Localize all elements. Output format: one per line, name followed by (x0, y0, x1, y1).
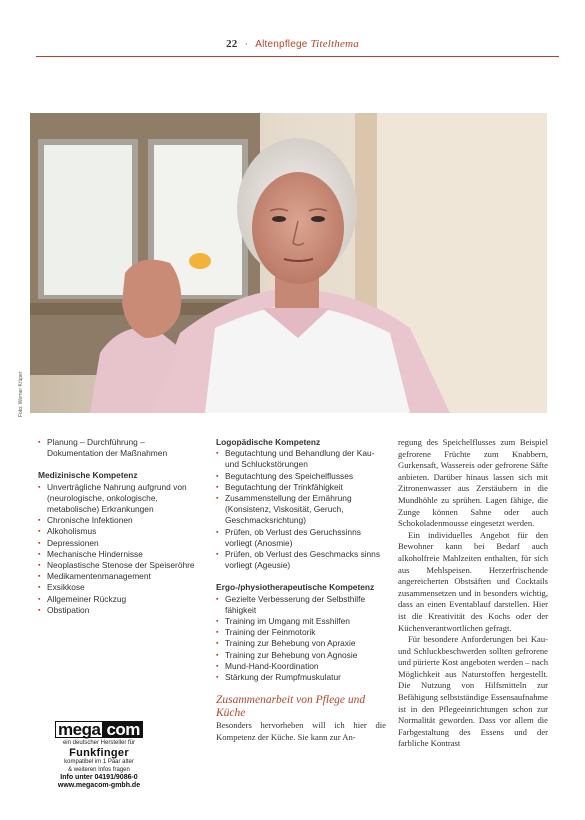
list-item: ▪ Alkoholismus (38, 526, 198, 537)
body-paragraph-1: regung des Speichelflusses zum Beispiel gefrorene Früchte zum Knabbern, Gurkensaft, Wassereis oder gefrorene Säfte anbieten. Darüber hinaus lassen sich mit Zitronenwasser aus Zerstäubern in die Mundhöhle zu sprühen. Lagen fähige, die Zunge können Sahne oder auch Schokoladenmousse eingesetzt werden. (398, 437, 548, 529)
medical-list (38, 482, 198, 616)
column-2 (216, 437, 386, 743)
list-item: ▪ Begutachtung und Behandlung der Kau- und Schluckstörungen (216, 448, 386, 470)
ad-line-3: & weiteren Infos fragen (68, 766, 130, 773)
collaboration-subheading: Zusammenarbeit von Pflege und Küche (216, 694, 366, 720)
column-3 (398, 437, 548, 750)
advertisement[interactable] (38, 720, 160, 796)
list-item: ▪ Gezielte Verbesserung der Selbsthilfe fähigkeit (216, 594, 386, 616)
list-item: ▪ Training im Umgang mit Esshilfen (216, 616, 386, 627)
body-paragraph-2: Ein individuelles Angebot für den Bewohner kann bei Bedarf auch alkoholfreie Mahlzeiten enthalten, für sich aus Mehlspeisen. Herzerfrischende angereicherten Obstsäften und Cocktails zusammensetzen und in besonders wichtig, dass an einen Eventablauf darstellen. Hier ist die Kreativität des Kochs oder der Küchenverantwortlichen gefragt. (398, 529, 548, 633)
list-item: ▪ Obstipation (38, 605, 198, 616)
header-rule (36, 56, 559, 57)
body-paragraph-3: Für besondere Anforderungen bei Kau- und Schluckbeschwerden sollten gefrorene und pürierte Kost angeboten werden – nach Möglichkeit aus Naturstoffen hergestellt. Die Nutzung von Hilfsmitteln zur Befähigung selbstständige Essensaufnahme ist in den Pflegeeinrichtungen schon zur Normalität geworden. Dass vor allem die Farbgestaltung des Essens und der farbliche Kontrast (398, 634, 548, 749)
list-item: ▪ Neoplastische Stenose der Speiseröhre (38, 560, 198, 571)
ad-line-1: ein deutscher Hersteller für (62, 740, 136, 746)
occupational-therapy-list (216, 594, 386, 684)
section-name: Titelthema (310, 38, 359, 50)
list-item: ▪ Prüfen, ob Verlust des Geruchssinns vorliegt (Anosmie) (216, 527, 386, 549)
column-1 (38, 437, 198, 616)
list-item: ▪ Allgemeiner Rückzug (38, 594, 198, 605)
medical-heading: Medizinische Kompetenz (38, 470, 138, 481)
list-item: ▪ Medikamentenmanagement (38, 571, 198, 582)
portrait-photo (30, 113, 547, 413)
list-item: ▪ Training der Feinmotorik (216, 627, 386, 638)
intro-list (38, 437, 198, 459)
list-item: ▪ Mund-Hand-Koordination (216, 661, 386, 672)
page-header (0, 38, 585, 52)
ad-contact: Info unter 04191/9086-0 (60, 774, 138, 781)
list-item: ▪ Unverträgliche Nahrung aufgrund von (neurologische, onkologische, metabolische) Erkrankungen (38, 482, 198, 516)
list-item: ▪ Zusammenstellung der Ernährung (Konsistenz, Viskosität, Geruch, Geschmacksrichtung) (216, 493, 386, 527)
photo-credit: Foto: Werner Krüper (18, 371, 24, 417)
ad-website-link[interactable]: www.megacom-gmbh.de (57, 782, 141, 789)
list-item: ▪ Stärkung der Rumpfmuskulatur (216, 672, 386, 683)
speech-therapy-heading: Logopädische Kompetenz (216, 437, 321, 447)
list-item: ▪ Prüfen, ob Verlust des Geschmacks sinns vorliegt (Ageusie) (216, 549, 386, 571)
list-item: ▪ Begutachtung des Speichelflusses (216, 471, 386, 482)
list-item: ▪ Begutachtung der Trinkfähigkeit (216, 482, 386, 493)
list-item: ▪ Training zur Behebung von Apraxie (216, 638, 386, 649)
list-item: ▪ Mechanische Hindernisse (38, 549, 198, 560)
list-item: ▪ Training zur Behebung von Agnosie (216, 650, 386, 661)
collaboration-body: Besonders hervorheben will ich hier die Kompetenz der Küche. Sie kann zur An- (216, 720, 386, 742)
megacom-logo (38, 720, 160, 738)
list-item: ▪ Exsikkose (38, 582, 198, 593)
speech-therapy-list (216, 448, 386, 571)
photo-portrait-icon (30, 113, 547, 413)
list-item: ▪ Chronische Infektionen (38, 515, 198, 526)
list-item: ▪ Planung – Durchführung – Dokumentation der Maßnahmen (38, 437, 198, 459)
ad-line-2: kompatibel im 1 Paar alter (64, 759, 134, 765)
magazine-name: Altenpflege (255, 39, 308, 50)
logo-part-2: com (103, 721, 142, 738)
list-item: ▪ Depressionen (38, 538, 198, 549)
page-number: 22 (226, 38, 238, 50)
occupational-therapy-heading: Ergo-/physiotherapeutische Kompetenz (216, 582, 375, 593)
ad-product: Funkfinger (69, 747, 129, 759)
header-separator: · (244, 38, 249, 50)
logo-part-1: mega (55, 721, 103, 738)
